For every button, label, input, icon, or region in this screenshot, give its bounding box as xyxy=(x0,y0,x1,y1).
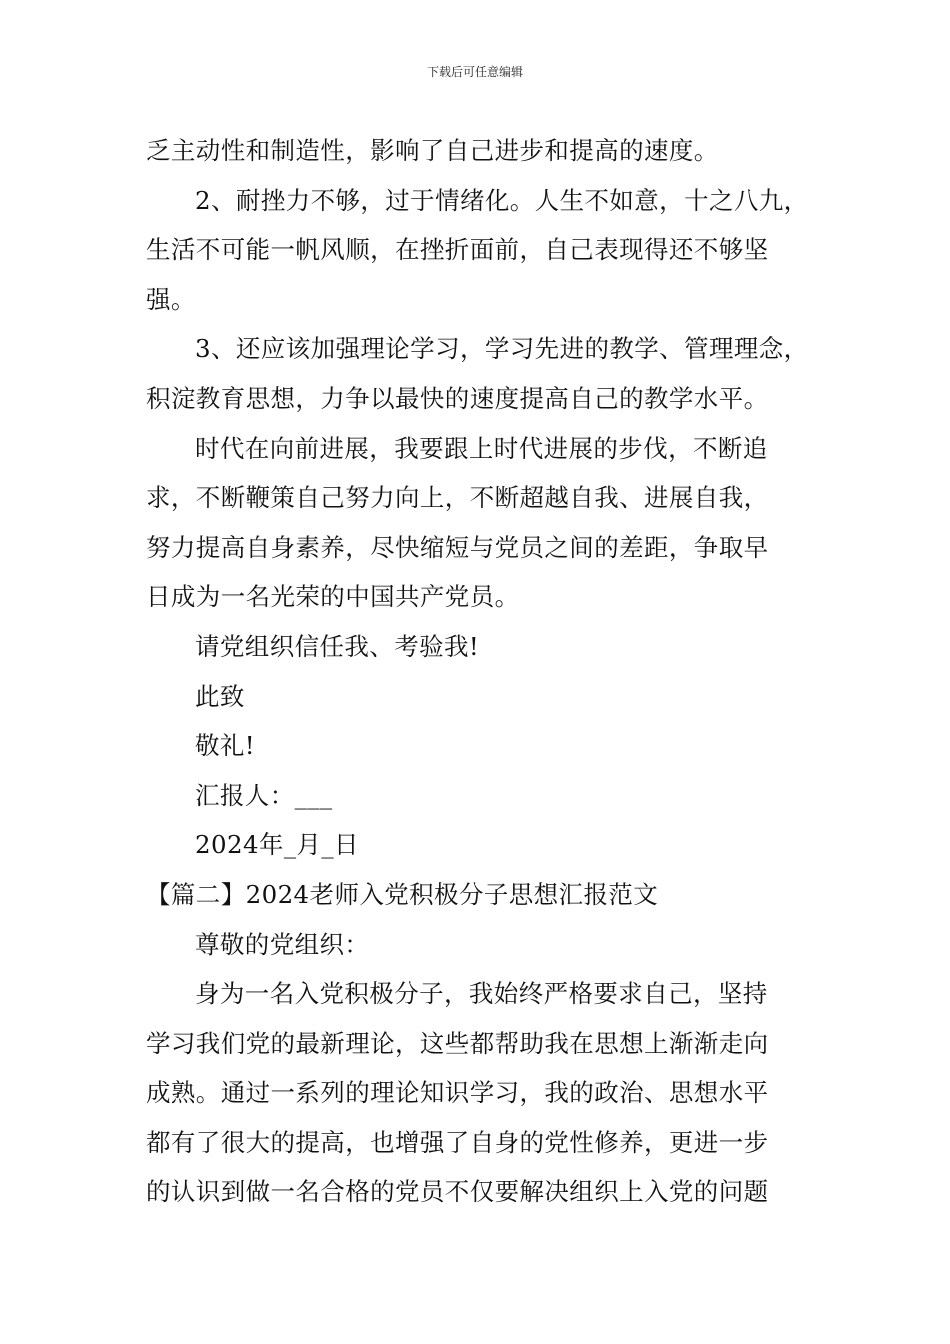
text-line: 身为一名入党积极分子，我始终严格要求自己，坚持 xyxy=(195,979,768,1009)
text-line: 的认识到做一名合格的党员不仅要解决组织上入党的问题 xyxy=(146,1177,769,1207)
text-line: 学习我们党的最新理论，这些都帮助我在思想上渐渐走向 xyxy=(146,1028,769,1058)
text-line: 强。 xyxy=(146,284,196,314)
text-line: 积淀教育思想，力争以最快的速度提高自己的教学水平。 xyxy=(146,383,769,413)
text-line: 成熟。通过一系列的理论知识学习，我的政治、思想水平 xyxy=(146,1078,769,1108)
section-title: 【篇二】2024老师入党积极分子思想汇报范文 xyxy=(146,879,659,909)
closing-respect: 敬礼! xyxy=(195,731,256,761)
page-header: 下载后可任意编辑 xyxy=(426,65,523,79)
closing-salutation: 此致 xyxy=(195,681,245,711)
greeting: 尊敬的党组织： xyxy=(195,929,370,959)
text-line: 都有了很大的提高，也增强了自身的党性修养，更进一步 xyxy=(146,1127,769,1157)
text-line: 努力提高自身素养，尽快缩短与党员之间的差距，争取早 xyxy=(146,532,769,562)
text-line: 乏主动性和制造性，影响了自己进步和提高的速度。 xyxy=(146,136,719,165)
text-line: 请党组织信任我、考验我! xyxy=(195,631,480,661)
reporter-signature: 汇报人：___ xyxy=(195,780,333,810)
text-line: 日成为一名光荣的中国共产党员。 xyxy=(146,582,520,612)
text-line: 求，不断鞭策自己努力向上，不断超越自我、进展自我， xyxy=(146,483,769,513)
text-line: 2、耐挫力不够，过于情绪化。人生不如意，十之八九， xyxy=(195,185,809,215)
report-date: 2024年_月_日 xyxy=(195,830,359,860)
text-line: 3、还应该加强理论学习，学习先进的教学、管理理念， xyxy=(195,334,809,364)
document-body xyxy=(146,126,826,1217)
text-line: 时代在向前进展，我要跟上时代进展的步伐，不断追 xyxy=(195,433,768,463)
text-line: 生活不可能一帆风顺，在挫折面前，自己表现得还不够坚 xyxy=(146,235,769,265)
